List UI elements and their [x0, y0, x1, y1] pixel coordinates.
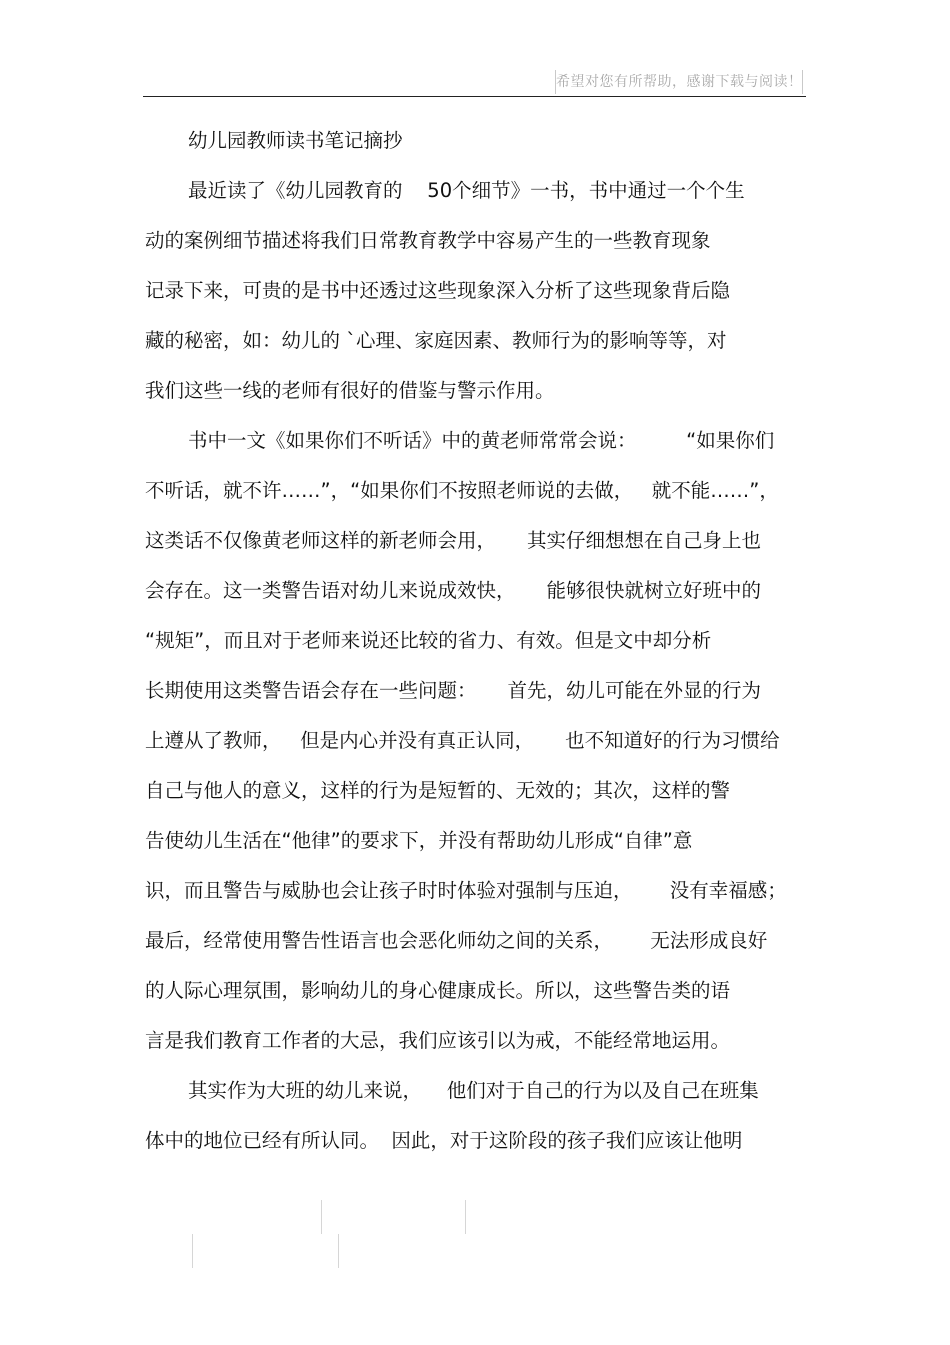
text-line: 其实作为大班的幼儿来说， 他们对于自己的行为以及自己在班集: [188, 1079, 759, 1102]
text-line: 言是我们教育工作者的大忌，我们应该引以为戒，不能经常地运用。: [145, 1029, 731, 1052]
text-line: 最后，经常使用警告性语言也会恶化师幼之间的关系， 无法形成良好: [145, 929, 768, 952]
text-line: 的人际心理氛围，影响幼儿的身心健康成长。所以，这些警告类的语: [145, 979, 731, 1002]
text-line: 会存在。这一类警告语对幼儿来说成效快， 能够很快就树立好班中的: [145, 579, 761, 602]
text-line: 告使幼儿生活在“他律”的要求下，并没有帮助幼儿形成“自律”意: [145, 829, 693, 852]
text-line: 这类话不仅像黄老师这样的新老师会用， 其实仔细想想在自己身上也: [145, 529, 761, 552]
text-line: 上遵从了教师， 但是内心并没有真正认同， 也不知道好的行为习惯给: [145, 729, 780, 752]
document-title: 幼儿园教师读书笔记摘抄: [188, 129, 403, 152]
text-line: 识，而且警告与威胁也会让孩子时时体验对强制与压迫， 没有幸福感；: [145, 879, 787, 902]
text-line: 长期使用这类警告语会存在一些问题： 首先，幼儿可能在外显的行为: [145, 679, 761, 702]
text-line: 动的案例细节描述将我们日常教育教学中容易产生的一些教育现象: [145, 229, 711, 252]
text-line: 我们这些一线的老师有很好的借鉴与警示作用。: [145, 379, 555, 402]
divider-mark: [338, 1234, 339, 1268]
header-divider: [143, 96, 806, 97]
divider-mark: [321, 1200, 322, 1234]
header-slogan: 希望对您有所帮助，感谢下载与阅读！: [555, 70, 803, 94]
text-line: 最近读了《幼儿园教育的 50个细节》一书，书中通过一个个生: [188, 179, 745, 202]
text-line: 书中一文《如果你们不听话》中的黄老师常常会说： “如果你们: [188, 429, 775, 452]
text-line: 体中的地位已经有所认同。 因此，对于这阶段的孩子我们应该让他明: [145, 1129, 743, 1152]
divider-mark: [192, 1234, 193, 1268]
text-line: 自己与他人的意义，这样的行为是短暂的、无效的；其次，这样的警: [145, 779, 731, 802]
text-line: 记录下来，可贵的是书中还透过这些现象深入分析了这些现象背后隐: [145, 279, 731, 302]
divider-mark: [465, 1200, 466, 1234]
text-line: 藏的秘密，如：幼儿的 `心理、家庭因素、教师行为的影响等等，对: [145, 329, 727, 352]
text-line: “规矩”，而且对于老师来说还比较的省力、有效。但是文中却分析: [145, 629, 712, 652]
text-line: 不听话，就不许……”，“如果你们不按照老师说的去做， 就不能……”，: [145, 479, 779, 502]
